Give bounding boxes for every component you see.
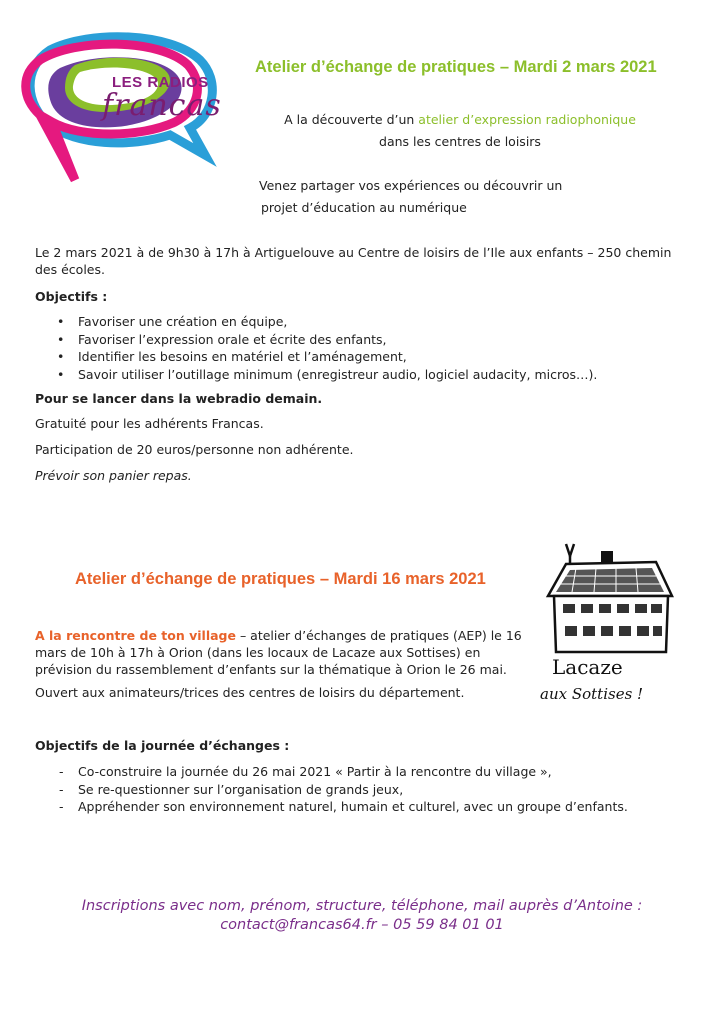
event1-intro-prefix: A la découverte d’un: [284, 112, 419, 127]
list-item: - Appréhender son environnement naturel, humain et culturel, avec un groupe d’enfants.: [35, 798, 695, 816]
event1-title: Atelier d’échange de pratiques – Mardi 2 mars 2021: [255, 58, 657, 76]
lacaze-line1: Lacaze: [552, 655, 623, 679]
list-item: • Savoir utiliser l’outillage minimum (enregistreur audio, logiciel audacity, micros…).: [35, 366, 695, 384]
event1-webradio-line: Pour se lancer dans la webradio demain.: [35, 391, 323, 406]
list-item: • Identifier les besoins en matériel et l’aménagement,: [35, 348, 695, 366]
event1-intro: [235, 112, 685, 127]
event1-lunch-line: Prévoir son panier repas.: [35, 468, 192, 483]
footer-contact[interactable]: contact@francas64.fr – 05 59 84 01 01: [220, 917, 504, 933]
event2-objectives-list: [35, 763, 695, 816]
event1-invite-line2: projet d’éducation au numérique: [261, 200, 467, 215]
event1-free-line: Gratuité pour les adhérents Francas.: [35, 416, 264, 431]
list-item: - Co-construire la journée du 26 mai 2021 « Partir à la rencontre du village »,: [35, 763, 695, 781]
lacaze-aux-sottises-logo: [536, 534, 696, 714]
event1-objectives-heading: Objectifs :: [35, 289, 108, 304]
event1-intro-line2: dans les centres de loisirs: [379, 134, 541, 149]
lacaze-line2: aux Sottises !: [540, 685, 644, 703]
event2-audience: Ouvert aux animateurs/trices des centres de loisirs du département.: [35, 685, 465, 700]
event1-location: Le 2 mars 2021 à de 9h30 à 17h à Artiguelouve au Centre de loisirs de l’Ile aux enfants – 250 chemin des écoles.: [35, 245, 672, 277]
radios-francas-logo: [20, 30, 220, 195]
event2-objectives-heading: Objectifs de la journée d’échanges :: [35, 738, 290, 753]
event2-description: [35, 627, 527, 678]
list-item: • Favoriser une création en équipe,: [35, 313, 695, 331]
event1-invite-line1: Venez partager vos expériences ou découvrir un: [259, 178, 563, 193]
logo-main-text: francas: [102, 88, 222, 123]
logo-top-text: LES RADIOS: [112, 74, 209, 91]
list-item: • Favoriser l’expression orale et écrite des enfants,: [35, 331, 695, 349]
registration-footer: [40, 897, 684, 935]
event1-objectives-list: [35, 313, 695, 383]
house-icon: [548, 544, 672, 652]
event2-title: Atelier d’échange de pratiques – Mardi 16 mars 2021: [75, 570, 486, 588]
event1-intro-highlight: atelier d’expression radiophonique: [418, 112, 636, 127]
list-item: - Se re-questionner sur l’organisation de grands jeux,: [35, 781, 695, 799]
event2-description-text: – atelier d’échanges de pratiques (AEP) le 16 mars de 10h à 17h à Orion (dans les locaux de Lacaze aux Sottises) en prévision du rassemblement d’enfants sur la thématique à Orion le 26 mai.: [35, 628, 522, 677]
event2-highlight: A la rencontre de ton village: [35, 628, 236, 643]
event1-fee-line: Participation de 20 euros/personne non adhérente.: [35, 442, 354, 457]
footer-line1: Inscriptions avec nom, prénom, structure, téléphone, mail auprès d’Antoine :: [81, 898, 643, 914]
